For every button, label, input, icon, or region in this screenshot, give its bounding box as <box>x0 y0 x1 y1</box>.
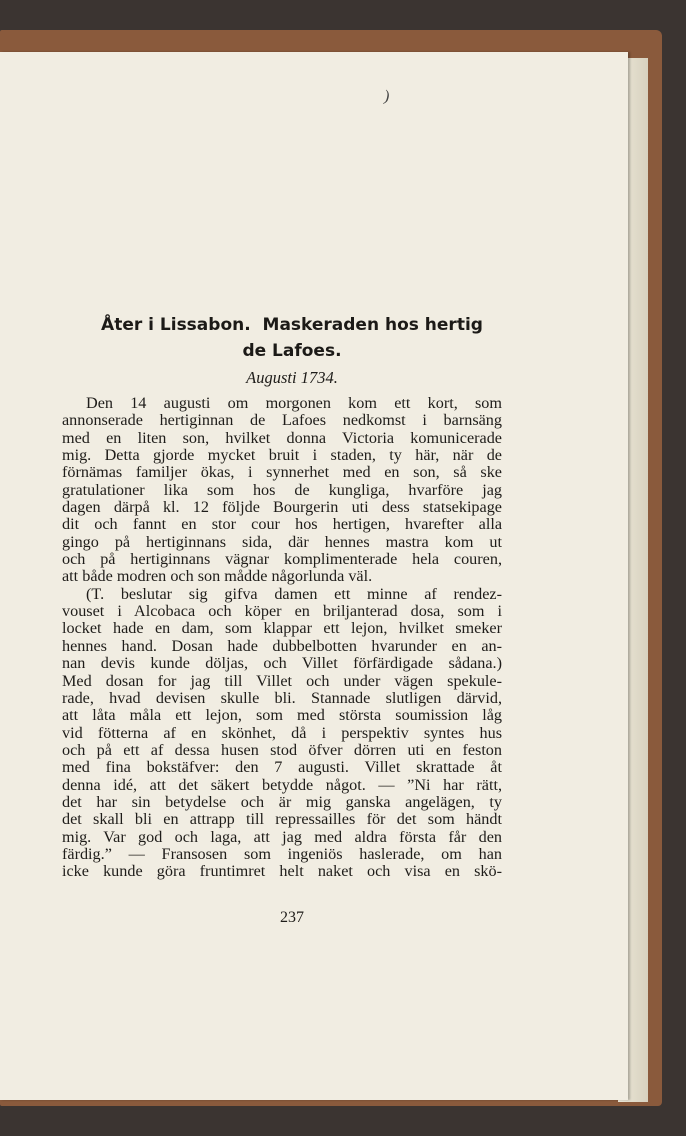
text-line: icke kunde göra fruntimret helt naket och visa en skö- <box>62 862 502 881</box>
text-line: annonserade hertiginnan de Lafoes nedkomst i barnsäng <box>62 411 502 430</box>
text-line: hennes hand. Dosan hade dubbelbotten hvarunder en an- <box>62 636 502 655</box>
text-line: gratulationer lika som hos de kungliga, hvarföre jag <box>62 480 502 499</box>
body-text <box>62 395 502 881</box>
text-line: mig. Var god och laga, att jag med aldra första får den <box>62 827 502 846</box>
text-line: gingo på hertiginnans sida, där hennes mastra kom ut <box>62 532 502 551</box>
chapter-title-line-2: de Lafoes. <box>242 341 342 361</box>
text-line: med en liten son, hvilket donna Victoria komunicerade <box>62 428 502 447</box>
page-number: 237 <box>280 909 304 926</box>
text-line: locket hade en dam, som klappar ett lejon, hvilket smeker <box>62 619 502 638</box>
text-line: och på hertiginnans vägnar komplimenterade hela couren, <box>62 550 502 569</box>
text-line: färdig.” — Fransosen som ingeniös haslerade, om han <box>62 844 502 863</box>
chapter-title-line-1: Åter i Lissabon. Maskeraden hos hertig <box>101 315 483 335</box>
text-line: dagen därpå kl. 12 följde Bourgerin uti dess statsekipage <box>62 498 502 517</box>
text-line: att låta måla ett lejon, som med största soumission låg <box>62 706 502 725</box>
text-line: mig. Detta gjorde mycket bruit i staden, ty här, när de <box>62 446 502 465</box>
pencil-mark: ) <box>382 87 392 106</box>
text-line: vouset i Alcobaca och köper en briljanterad dosa, som i <box>62 602 502 621</box>
text-line: Med dosan for jag till Villet och under vägen spekule- <box>62 671 502 690</box>
text-line: förnämas familjer ökas, i synnerhet med en son, så ske <box>62 463 502 482</box>
text-line: med fina bokstäfver: den 7 augusti. Villet skrattade åt <box>62 758 502 777</box>
text-line: denna idé, att det säkert betydde något. — ”Ni har rätt, <box>62 775 502 794</box>
text-line: vid fötterna af en skönhet, då i perspektiv syntes hus <box>62 723 502 742</box>
chapter-title <box>92 312 492 364</box>
text-line: att både modren och son mådde någorlunda väl. <box>62 567 373 586</box>
dateline: Augusti 1734. <box>246 368 338 387</box>
text-line: rade, hvad devisen skulle bli. Stannade slutligen därvid, <box>62 688 502 707</box>
text-line: (T. beslutar sig gifva damen ett minne af rendez- <box>86 584 502 603</box>
text-line: Den 14 augusti om morgonen kom ett kort, som <box>86 394 502 412</box>
text-line: dit och fannt en stor cour hos hertigen, hvarefter alla <box>62 515 502 534</box>
text-line: nan devis kunde döljas, och Villet förfärdigade sådana.) <box>62 654 502 673</box>
text-line: och på ett af dessa husen stod öfver dörren uti en feston <box>62 740 502 759</box>
text-line: det skall bli en attrapp till repressailles för det som händt <box>62 810 502 829</box>
text-line: det har sin betydelse och är mig ganska angelägen, ty <box>62 792 502 811</box>
